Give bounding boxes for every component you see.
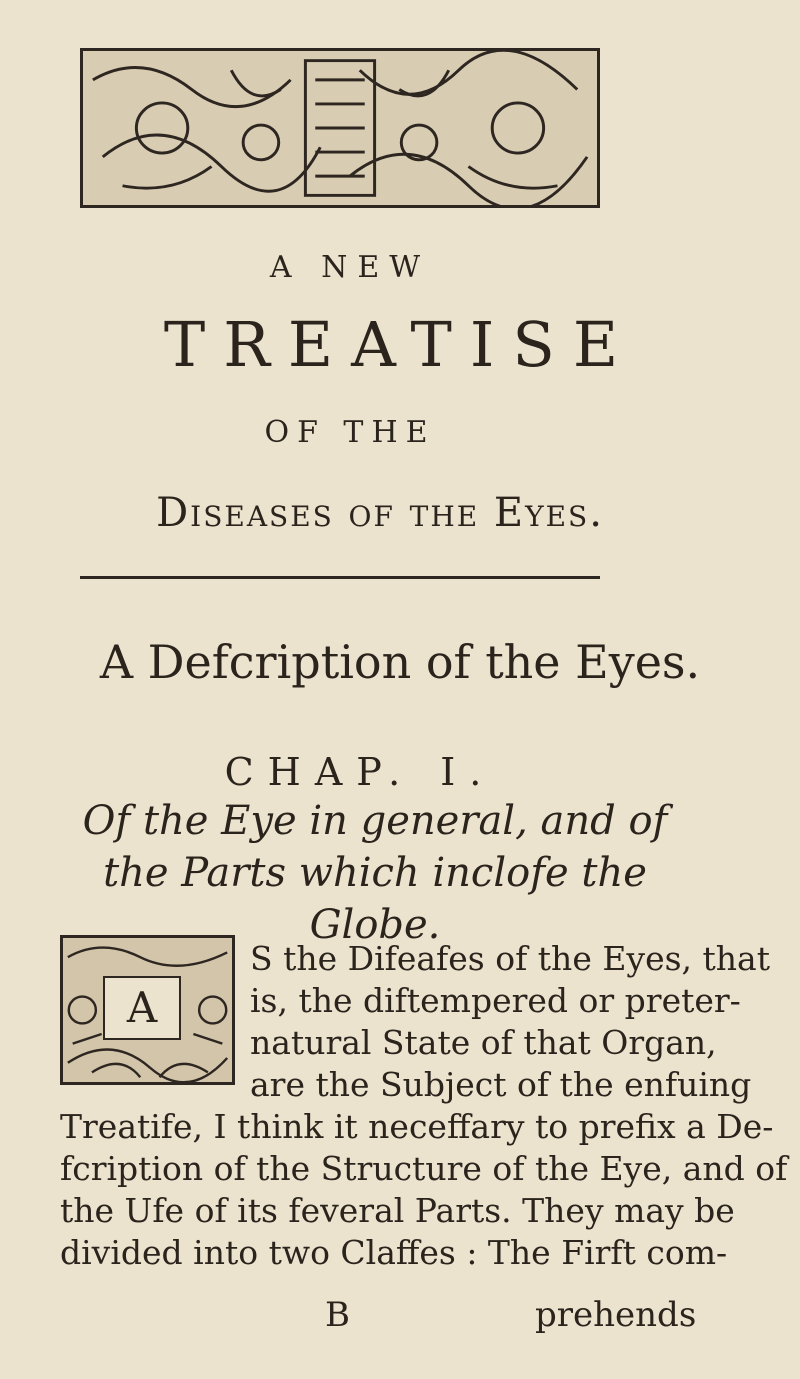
body-line: is, the diftempered or preter- bbox=[250, 981, 741, 1020]
horizontal-rule bbox=[80, 576, 600, 579]
chapter-heading: CHAP. I. bbox=[224, 750, 496, 794]
ornamental-headpiece bbox=[80, 48, 600, 208]
body-line: divided into two Claffes : The Firft com- bbox=[60, 1233, 728, 1272]
signature-mark: B bbox=[325, 1295, 350, 1335]
body-line: natural State of that Organ, bbox=[250, 1023, 717, 1062]
body-line: are the Subject of the enfuing bbox=[250, 1065, 752, 1104]
chapter-subtitle: Of the Eye in general, and of the Parts which inclofe the Globe. bbox=[82, 798, 668, 948]
title-line-a-new: A NEW bbox=[269, 250, 431, 285]
drop-cap-letter: A bbox=[103, 976, 181, 1040]
body-line: the Ufe of its feveral Parts. They may be bbox=[60, 1191, 735, 1230]
decorative-initial bbox=[60, 935, 235, 1085]
catchword: prehends bbox=[535, 1295, 697, 1335]
title-line-treatise: TREATISE bbox=[163, 308, 637, 381]
title-line-diseases: Diseases of the Eyes. bbox=[156, 490, 604, 536]
body-line: Treatife, I think it neceffary to prefix a De- bbox=[60, 1107, 774, 1146]
body-line: S the Difeafes of the Eyes, that bbox=[250, 939, 770, 978]
title-line-of-the: OF THE bbox=[264, 415, 436, 450]
body-line: fcription of the Structure of the Eye, and of bbox=[60, 1149, 788, 1188]
section-heading: A Defcription of the Eyes. bbox=[99, 635, 701, 689]
